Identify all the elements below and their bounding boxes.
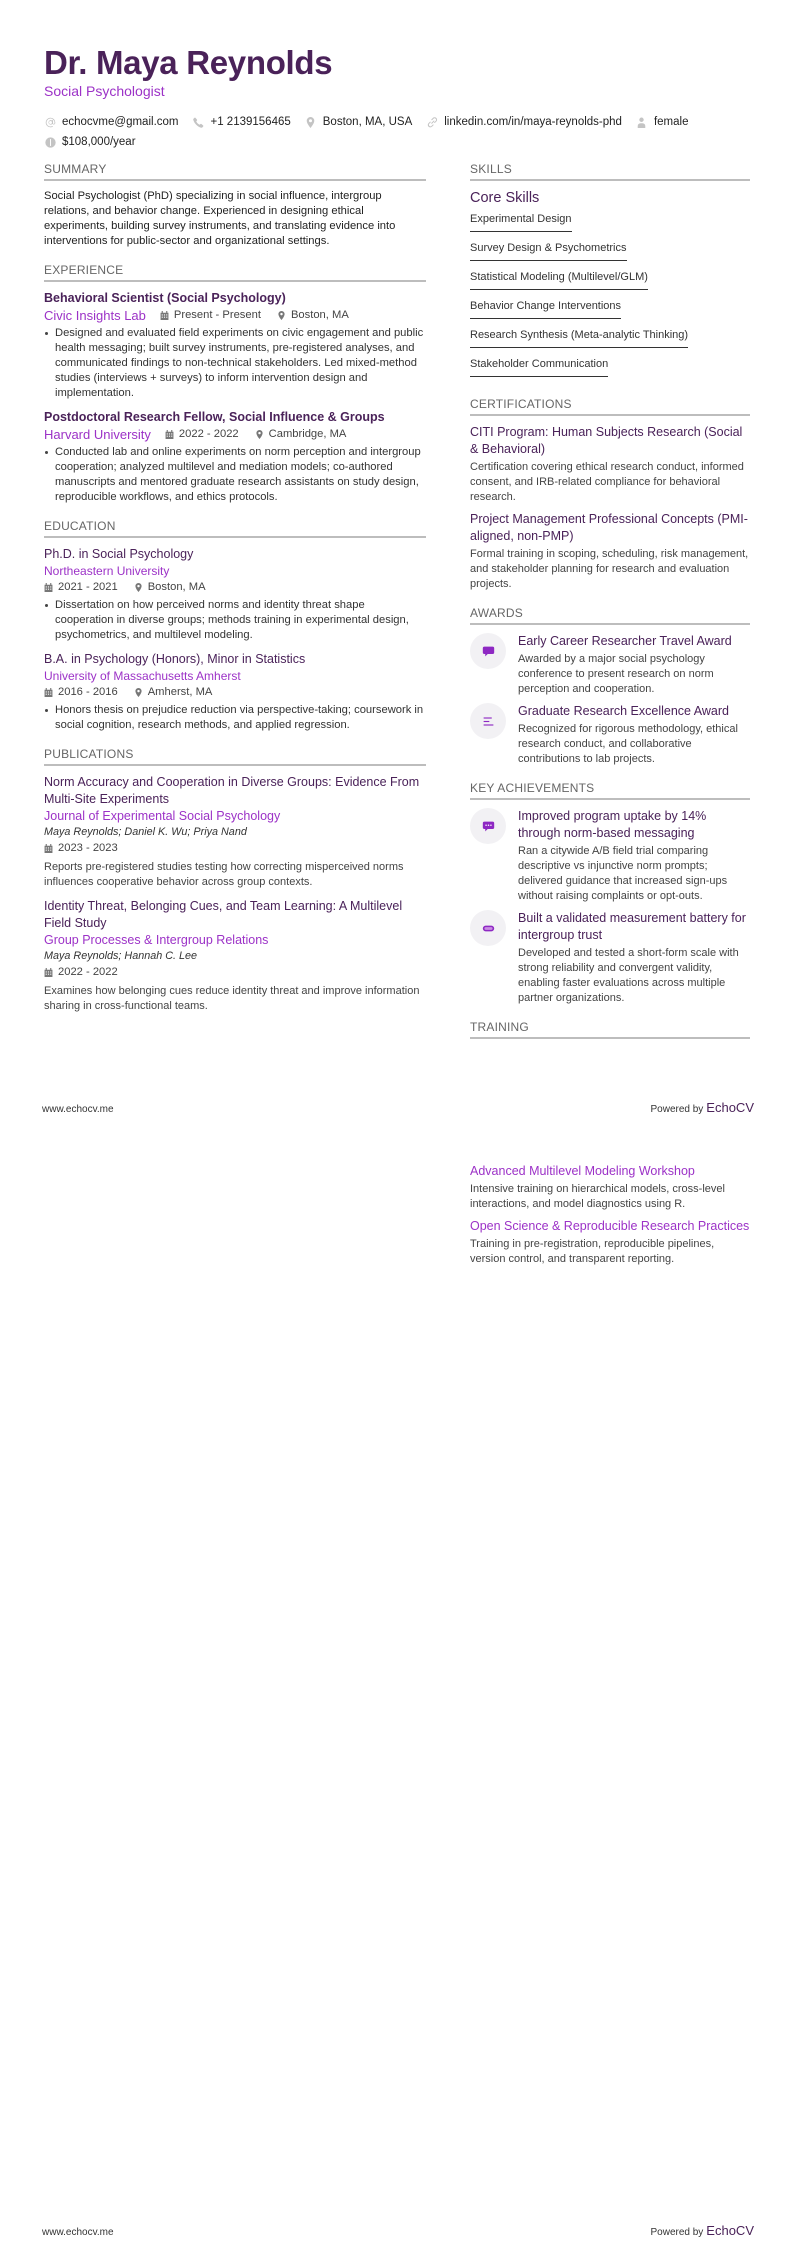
- job-bullets: [44, 326, 426, 401]
- education-section: [44, 519, 426, 733]
- education-bullet: Dissertation on how perceived norms and identity threat shape cooperation in diverse groups; methods training in experimental design, psychometrics, and multilevel modeling.: [44, 598, 426, 643]
- training-title: Advanced Multilevel Modeling Workshop: [470, 1164, 695, 1178]
- left-column: [44, 162, 426, 1028]
- footer-website[interactable]: www.echocv.me: [42, 2227, 114, 2238]
- award-title: Graduate Research Excellence Award: [518, 704, 729, 718]
- footer-brand[interactable]: EchoCV: [706, 2223, 754, 2238]
- job-location-text: Boston, MA: [290, 309, 349, 321]
- contact-linkedin[interactable]: [426, 114, 622, 130]
- publication-dates: [44, 964, 118, 981]
- skill-item: Behavior Change Interventions: [470, 299, 621, 319]
- education-meta: [44, 579, 426, 596]
- contact-email[interactable]: [44, 114, 179, 130]
- footer-website[interactable]: www.echocv.me: [42, 1104, 114, 1115]
- contact-phone[interactable]: [193, 114, 291, 130]
- degree-title: Ph.D. in Social Psychology: [44, 547, 194, 561]
- training-section: [470, 1020, 750, 1039]
- publication-title: Norm Accuracy and Cooperation in Diverse Groups: Evidence From Multi-Site Experiments: [44, 775, 420, 806]
- job-location: [255, 426, 347, 443]
- right-column: [470, 162, 750, 1053]
- footer-powered-by: [650, 2223, 754, 2238]
- at-icon: [44, 116, 56, 128]
- contact-salary: [44, 134, 136, 150]
- training-title: Open Science & Reproducible Research Practices: [470, 1219, 750, 1233]
- publications-section: [44, 747, 426, 1014]
- resume-page-2: [0, 1123, 794, 2246]
- summary-section: [44, 162, 426, 249]
- education-location-text: Boston, MA: [147, 581, 206, 593]
- publication-dates-text: 2023 - 2023: [58, 842, 118, 854]
- company-name: Civic Insights Lab: [44, 308, 146, 323]
- person-icon: [636, 116, 648, 128]
- job-dates-text: 2022 - 2022: [178, 428, 239, 440]
- contact-list: [44, 114, 734, 150]
- education-bullet: Honors thesis on prejudice reduction via perspective-taking; coursework in social cognition, research methods, and applied regression.: [44, 703, 426, 733]
- experience-heading: EXPERIENCE: [44, 263, 426, 282]
- award-title: Early Career Researcher Travel Award: [518, 634, 732, 648]
- skill-item: Survey Design & Psychometrics: [470, 241, 627, 261]
- achievements-heading: KEY ACHIEVEMENTS: [470, 781, 750, 800]
- location-icon: [277, 311, 286, 320]
- contact-gender-text: female: [653, 116, 689, 128]
- achievement-title: Built a validated measurement battery for intergroup trust: [518, 911, 746, 942]
- calendar-icon: [44, 583, 53, 592]
- education-dates: [44, 684, 118, 701]
- job-meta: [44, 307, 426, 324]
- job-bullet: Designed and evaluated field experiments on civic engagement and public health messaging; built survey instruments, pre-registered analyses, and communicated findings to non-technical stakeholders. Led mixed-method studies (interviews + surveys) to inform intervention design and implementation.: [44, 326, 426, 401]
- publication-title: Identity Threat, Belonging Cues, and Team Learning: A Multilevel Field Study: [44, 899, 403, 930]
- calendar-icon: [44, 968, 53, 977]
- training-description: Intensive training on hierarchical models, cross-level interactions, and model diagnostics using R.: [470, 1183, 725, 1210]
- contact-linkedin-text: linkedin.com/in/maya-reynolds-phd: [444, 116, 622, 128]
- certification-description: Formal training in scoping, scheduling, risk management, and stakeholder planning for research and evaluation projects.: [470, 548, 749, 590]
- contact-gender: [636, 114, 689, 130]
- contact-salary-text: $108,000/year: [62, 136, 136, 148]
- company-name: Harvard University: [44, 427, 151, 442]
- publication-journal: Group Processes & Intergroup Relations: [44, 933, 269, 947]
- job-location-text: Cambridge, MA: [268, 428, 347, 440]
- resume-header: [44, 44, 754, 150]
- job-title: Postdoctoral Research Fellow, Social Influence & Groups: [44, 410, 385, 424]
- education-dates-text: 2016 - 2016: [58, 686, 118, 698]
- publication-description: Reports pre-registered studies testing how correcting misperceived norms influences cooperative behavior across group contexts.: [44, 861, 404, 888]
- job-bullets: [44, 445, 426, 505]
- certifications-heading: CERTIFICATIONS: [470, 397, 750, 416]
- job-dates-text: Present - Present: [173, 309, 261, 321]
- education-dates-text: 2021 - 2021: [58, 581, 118, 593]
- summary-text: Social Psychologist (PhD) specializing in social influence, intergroup relations, and behavior change. Experienced in designing ethical experiments, building survey instruments, and translating evidence into interventions for public-sector and organizational settings.: [44, 190, 396, 247]
- training-description: Training in pre-registration, reproducible pipelines, version control, and transparent reporting.: [470, 1238, 715, 1265]
- skill-item: Research Synthesis (Meta-analytic Thinking): [470, 328, 688, 348]
- publication-description: Examines how belonging cues reduce identity threat and improve information sharing in cross-functional teams.: [44, 985, 420, 1012]
- publication-meta: [44, 840, 426, 857]
- school-name: Northeastern University: [44, 564, 170, 578]
- degree-title: B.A. in Psychology (Honors), Minor in Statistics: [44, 652, 306, 666]
- education-item: [44, 651, 426, 733]
- training-heading: TRAINING: [470, 1020, 750, 1039]
- contact-location-text: Boston, MA, USA: [322, 116, 413, 128]
- publication-meta: [44, 964, 426, 981]
- education-location: [134, 579, 206, 596]
- skill-item: Statistical Modeling (Multilevel/GLM): [470, 270, 648, 290]
- experience-item: [44, 290, 426, 401]
- speech-bubble-icon: [470, 633, 506, 669]
- publication-item: [44, 898, 426, 1014]
- candidate-name: Dr. Maya Reynolds: [44, 44, 333, 81]
- calendar-icon: [160, 311, 169, 320]
- education-bullets: [44, 703, 426, 733]
- achievement-item: [470, 808, 750, 904]
- skill-item: Stakeholder Communication: [470, 357, 608, 377]
- experience-item: [44, 409, 426, 505]
- award-item: [470, 703, 750, 767]
- calendar-icon: [44, 844, 53, 853]
- skills-heading: SKILLS: [470, 162, 750, 181]
- contact-email-text: echocvme@gmail.com: [62, 116, 179, 128]
- education-dates: [44, 579, 118, 596]
- contact-location: [305, 114, 412, 130]
- publication-journal: Journal of Experimental Social Psychology: [44, 809, 281, 823]
- school-name: University of Massachusetts Amherst: [44, 669, 241, 683]
- publications-heading: PUBLICATIONS: [44, 747, 426, 766]
- job-location: [277, 307, 349, 324]
- award-description: Recognized for rigorous methodology, ethical research conduct, and collaborative contributions to lab projects.: [518, 723, 738, 765]
- skills-section: [470, 162, 750, 383]
- publication-authors: Maya Reynolds; Hannah C. Lee: [44, 950, 198, 962]
- education-location-text: Amherst, MA: [147, 686, 213, 698]
- achievement-description: Developed and tested a short-form scale with strong reliability and convergent validity, enabling faster evaluations across multiple partner organizations.: [518, 947, 739, 1004]
- award-description: Awarded by a major social psychology conference to present research on norm perception and cooperation.: [518, 653, 714, 695]
- candidate-title: Social Psychologist: [44, 83, 165, 99]
- education-bullets: [44, 598, 426, 643]
- certification-title: CITI Program: Human Subjects Research (Social & Behavioral): [470, 425, 743, 456]
- education-heading: EDUCATION: [44, 519, 426, 538]
- battery-icon: [470, 910, 506, 946]
- calendar-icon: [44, 688, 53, 697]
- training-continued: [470, 1163, 750, 1273]
- page-footer: [42, 1100, 754, 1115]
- publication-item: [44, 774, 426, 890]
- achievement-item: [470, 910, 750, 1006]
- lines-icon: [470, 703, 506, 739]
- footer-powered-label: Powered by: [650, 2227, 704, 2238]
- publication-dates: [44, 840, 118, 857]
- calendar-icon: [165, 430, 174, 439]
- award-item: [470, 633, 750, 697]
- footer-brand[interactable]: EchoCV: [706, 1100, 754, 1115]
- summary-heading: SUMMARY: [44, 162, 426, 181]
- achievements-section: [470, 781, 750, 1006]
- job-title: Behavioral Scientist (Social Psychology): [44, 291, 286, 305]
- phone-icon: [193, 116, 205, 128]
- location-icon: [134, 688, 143, 697]
- certification-description: Certification covering ethical research conduct, informed consent, and IRB-related compliance for behavioral research.: [470, 461, 744, 503]
- achievement-description: Ran a citywide A/B field trial comparing descriptive vs injunctive norm prompts; delivered guidance that increased sign-ups without raising complaints or opt-outs.: [518, 845, 728, 902]
- experience-section: [44, 263, 426, 505]
- link-icon: [426, 116, 438, 128]
- achievement-title: Improved program uptake by 14% through norm-based messaging: [518, 809, 707, 840]
- awards-section: [470, 606, 750, 767]
- skills-subheading: Core Skills: [470, 190, 540, 206]
- publication-authors: Maya Reynolds; Daniel K. Wu; Priya Nand: [44, 826, 247, 838]
- contact-phone-text: +1 2139156465: [210, 116, 291, 128]
- job-dates: [165, 426, 239, 443]
- money-icon: [44, 136, 56, 148]
- location-icon: [255, 430, 264, 439]
- skill-item: Experimental Design: [470, 212, 572, 232]
- location-icon: [134, 583, 143, 592]
- education-item: [44, 546, 426, 643]
- footer-powered-by: [650, 1100, 754, 1115]
- chat-dots-icon: [470, 808, 506, 844]
- education-location: [134, 684, 213, 701]
- page-footer: [42, 2223, 754, 2238]
- job-bullet: Conducted lab and online experiments on norm perception and intergroup cooperation; analyzed multilevel and mediation models; co-authored manuscripts and mentored graduate research assistants on study design, reproducible workflows, and ethics protocols.: [44, 445, 426, 505]
- publication-dates-text: 2022 - 2022: [58, 966, 118, 978]
- awards-heading: AWARDS: [470, 606, 750, 625]
- job-meta: [44, 426, 426, 443]
- certification-title: Project Management Professional Concepts (PMI-aligned, non-PMP): [470, 512, 748, 543]
- certifications-section: [470, 397, 750, 592]
- footer-powered-label: Powered by: [650, 1104, 704, 1115]
- education-meta: [44, 684, 426, 701]
- location-icon: [305, 116, 317, 128]
- job-dates: [160, 307, 261, 324]
